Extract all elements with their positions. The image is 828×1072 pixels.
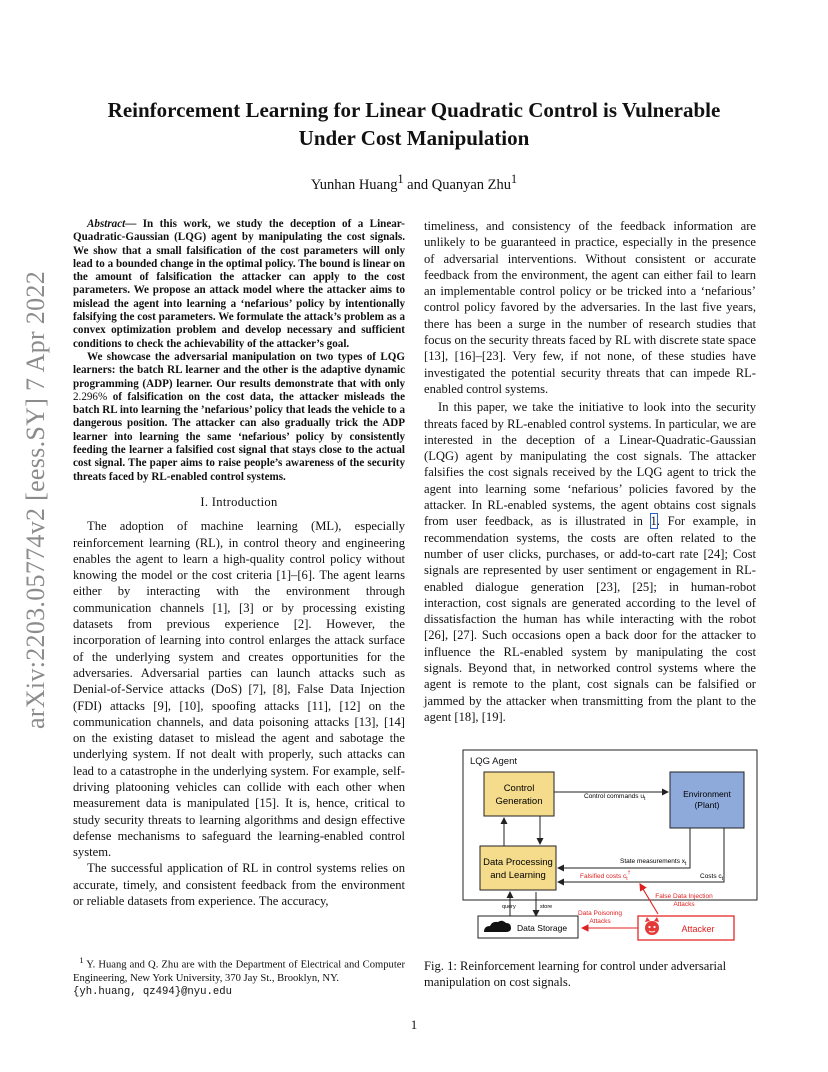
- affiliation-mark: 1: [397, 172, 404, 186]
- agent-label: LQG Agent: [470, 756, 518, 767]
- falsified-costs-label: Falsified costs $c_t^\dagger$: [580, 870, 631, 882]
- abstract-paragraph: [73, 218, 405, 351]
- abstract-label: Abstract: [87, 218, 126, 230]
- abstract-text: We showcase the adversarial manipulation on two types of LQG learners: the batch RL learner and the other is the adaptive dynamic programming (ADP) learner. Our results demonstrate that with only: [73, 350, 405, 390]
- control-command-label: Control commands $u_t$: [584, 793, 646, 802]
- body-paragraph: The successful application of RL in control systems relies on accurate, timely, and consistent feedback from the environment or reliable datasets from experience. The accuracy,: [73, 861, 405, 909]
- section-heading: I. Introduction: [200, 494, 278, 509]
- state-measurement-label: State measurements $x_t$: [620, 858, 687, 867]
- abstract-paragraph: [73, 351, 405, 484]
- data-poisoning-label: Attacks: [589, 918, 611, 925]
- body-text: . For example, in recommendation systems, the costs are often related to the number of user clicks, purchases, or add-to-cart rate [24]; Cost signals are represented by user sentiment or engagement in RL-enabled dialogue generation [23], [25]; in human-robot interaction, cost signals are generated according to the level of dissatisfaction the human has while interacting with the robot [26], [27]. Such occasions open a back door for the attacker to influence the RL-enabled system by manipulating the cost signals. Beyond that, in networked control systems where the agent is remote to the plant, cost signals can be falsified or jammed by the attacker when transmitting from the plant to the agent [18], [19].: [424, 514, 756, 724]
- paper-title: [60, 96, 768, 152]
- title-line-1: Reinforcement Learning for Linear Quadratic Control is Vulnerable: [107, 98, 721, 122]
- abstract-text: of falsification on the cost data, the attacker misleads the batch RL into learning the ’nefarious’ policy that leads the vehicle to a dangerous position. The attacker can also gradually trick the ADP learner into learning the same ‘nefarious’ policy by consistently feeding the learner a falsified cost signal that stays close to the actual cost signal. The paper aims to raise people’s awareness of the security threats faced by RL-enabled control systems.: [73, 390, 405, 483]
- author-list: [60, 172, 768, 194]
- page-number: 1: [410, 1017, 418, 1032]
- figure-caption: Fig. 1: Reinforcement learning for control under adversarial manipulation on cost signals.: [424, 959, 727, 989]
- attacker-label: Attacker: [681, 924, 715, 934]
- abstract-text: In this work, we study the deception of a Linear-Quadratic-Gaussian (LQG) agent by manipulating the cost signals. We show that a small falsification of the cost parameters will only lead to a bounded change in the optimal policy. The bound is linear on the amount of falsification the attacker can apply to the cost parameters. We propose an attack model where the attacker aims to mislead the agent into learning a ‘nefarious’ policy by intentionally falsifying the cost parameters. We formulate the attack’s problem as a convex optimization problem and develop necessary and sufficient conditions to check the achievability of the attacker’s goal.: [73, 218, 405, 350]
- fdi-label: Attacks: [673, 901, 695, 908]
- data-storage-label: Data Storage: [516, 923, 568, 933]
- footnote-email: {yh.huang, qz494}@nyu.edu: [73, 985, 232, 998]
- footnote-text: Y. Huang and Q. Zhu are with the Department of Electrical and Computer Engineering, New York University, 370 Jay St., Brooklyn, NY.: [73, 959, 406, 984]
- arxiv-identifier: arXiv:2203.05774v2 [eess.SY] 7 Apr 2022: [21, 271, 50, 729]
- right-column: [424, 218, 756, 725]
- rl-attack-diagram: [462, 746, 758, 944]
- author-name: Quanyan Zhu: [431, 176, 512, 193]
- author-name: Yunhan Huang: [310, 176, 398, 193]
- data-processing-label: Data Processing: [483, 857, 553, 868]
- query-label: query: [502, 904, 516, 910]
- store-label: store: [540, 904, 553, 910]
- data-poisoning-label: Data Poisoning: [577, 910, 623, 917]
- figure-1: [462, 746, 758, 944]
- body-text: In this paper, we take the initiative to look into the security threats faced by RL-enabled control systems. In particular, we are interested in the deception of a Linear-Quadratic-Gaussian (LQG) agent by manipulating the cost signals. The attacker falsifies the cost signals received by the LQG agent to trick the agent into learning some ‘nefarious’ policies favored by the attacker. In RL-enabled systems, the agent obtains cost signals from user feedback, as is illustrated in: [424, 400, 756, 529]
- footnote: [73, 954, 405, 999]
- title-line-2: Under Cost Manipulation: [298, 126, 530, 150]
- left-column: [73, 218, 405, 909]
- footnote-mark: 1: [79, 955, 84, 965]
- environment-label: (Plant): [694, 800, 720, 810]
- falsification-percentage: 2.296%: [73, 390, 108, 403]
- environment-label: Environment: [683, 789, 731, 799]
- data-processing-label: and Learning: [490, 870, 546, 881]
- data-processing-box: [480, 846, 556, 890]
- control-generation-label: Control: [503, 783, 535, 794]
- abstract-dash: —: [125, 218, 143, 230]
- affiliation-mark: 1: [511, 172, 518, 186]
- fdi-label: False Data Injection: [655, 893, 713, 900]
- control-generation-label: Generation: [495, 796, 543, 807]
- body-paragraph: [424, 399, 756, 725]
- body-paragraph: timeliness, and consistency of the feedback information are unlikely to be guaranteed in practice, especially in the presence of adversarial interventions. Without consistent or accurate feedback from the environment, the agent can either fail to learn an implementable control policy or be tricked into a ‘nefarious’ control policy favored by the adversaries. In the last five years, there has been a surge in the number of research studies that focus on the security threats faced by RL with discrete state space [13], [16]–[23]. Very few, if not none, of these studies have investigated the potential security threats that can impede RL-enabled control systems.: [424, 219, 756, 396]
- costs-label: Costs $c_t$: [700, 873, 724, 882]
- control-generation-box: [484, 772, 554, 816]
- author-separator: and: [403, 176, 432, 193]
- body-paragraph: The adoption of machine learning (ML), especially reinforcement learning (RL), in control theory and engineering enables the agent to learn a high-quality control policy without knowing the model or the cost criteria [1]–[6]. The agent learns either by interacting with the environment through communication channels [1], [3] or by processing existing datasets from previous experience [2]. However, the incorporation of learning into control enlarges the attack surface of the underlying system and creates opportunities for the adversaries. Adversarial parties can launch attacks such as Denial-of-Service attacks (DoS) [7], [8], False Data Injection (FDI) attacks [9], [10], spoofing attacks [11], [12] on the communication channels, and data poisoning attacks [13], [14] on the existing dataset to mislead the agent and sabotage the underlying system. If not dealt with properly, such attacks can lead to a catastrophe in the underlying system. For example, self-driving platooning vehicles can collide with each other when measurement data is manipulated [15]. It is, hence, critical to study security threats to learning algorithms and design effective defense mechanisms to safeguard the learning-enabled control system.: [73, 519, 405, 860]
- figure-reference-link[interactable]: 1: [650, 514, 657, 529]
- arxiv-sidebar: [18, 250, 54, 750]
